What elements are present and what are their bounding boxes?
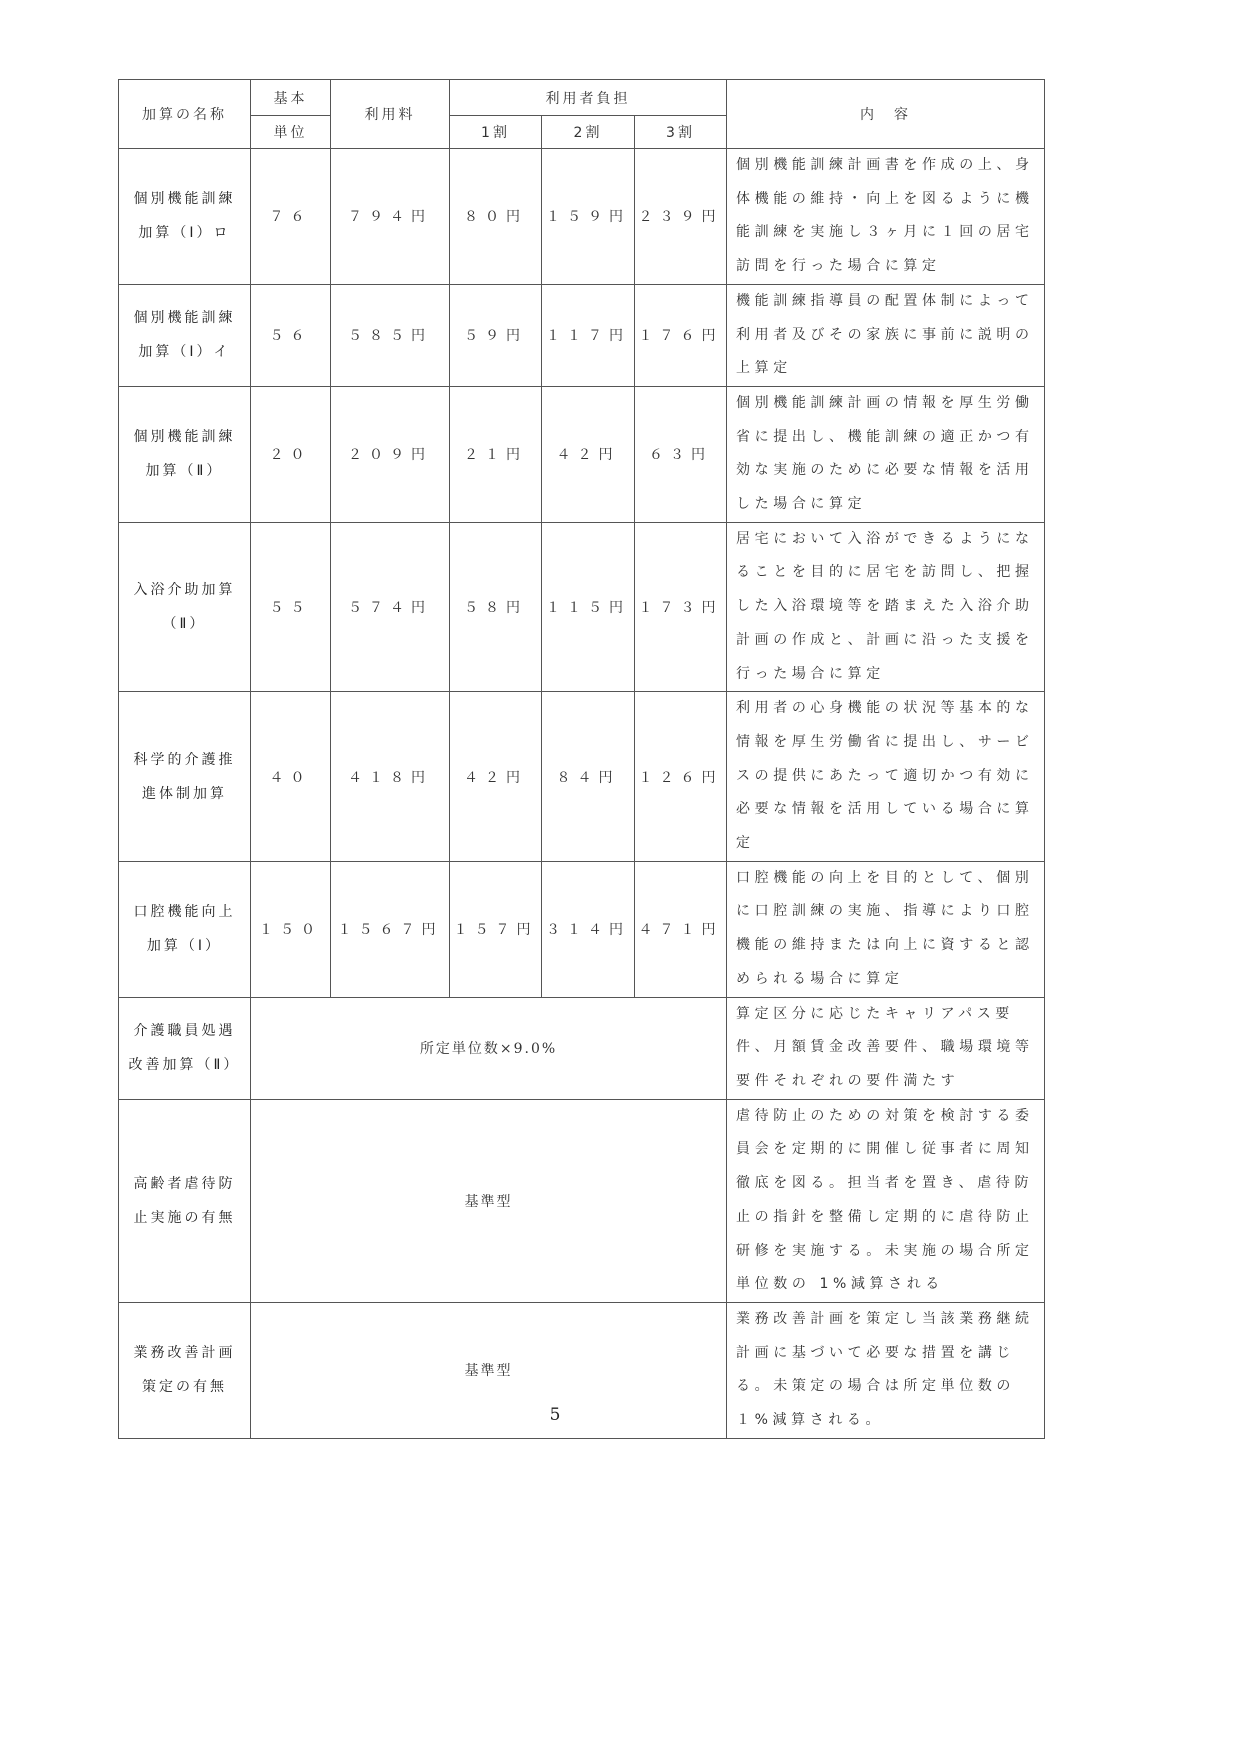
row-content: 機能訓練指導員の配置体制によって利用者及びその家族に事前に説明の上算定 xyxy=(727,284,1045,386)
header-burden-2: 2割 xyxy=(542,116,635,149)
row-burden-3: １７６円 xyxy=(635,284,727,386)
row-merged-value: 基準型 xyxy=(251,1302,727,1438)
table-row xyxy=(119,284,1045,386)
row-content: 算定区分に応じたキャリアパス要件、月額賃金改善要件、職場環境等要件それぞれの要件満たす xyxy=(727,997,1045,1099)
table-row-merged xyxy=(119,1099,1045,1302)
row-fee: ７９４円 xyxy=(331,149,450,285)
row-name: 介護職員処遇 改善加算（Ⅱ） xyxy=(119,997,251,1099)
row-name: 個別機能訓練 加算（Ⅱ） xyxy=(119,386,251,522)
table-row-merged xyxy=(119,997,1045,1099)
row-merged-value: 基準型 xyxy=(251,1099,727,1302)
row-base-unit: ５５ xyxy=(251,522,331,692)
table-row xyxy=(119,522,1045,692)
row-content: 利用者の心身機能の状況等基本的な情報を厚生労働省に提出し、サービスの提供にあたって適切かつ有効に必要な情報を活用している場合に算定 xyxy=(727,692,1045,862)
header-burden-3: 3割 xyxy=(635,116,727,149)
header-user-burden: 利用者負担 xyxy=(450,80,727,116)
row-burden-1: ５８円 xyxy=(450,522,542,692)
row-content: 業務改善計画を策定し当該業務継続計画に基づいて必要な措置を講じる。未策定の場合は所定単位数の１%減算される。 xyxy=(727,1302,1045,1438)
row-name: 入浴介助加算 （Ⅱ） xyxy=(119,522,251,692)
row-burden-2: ３１４円 xyxy=(542,861,635,997)
row-burden-3: １２６円 xyxy=(635,692,727,862)
row-burden-2: ８４円 xyxy=(542,692,635,862)
row-content: 個別機能訓練計画の情報を厚生労働省に提出し、機能訓練の適正かつ有効な実施のために必要な情報を活用した場合に算定 xyxy=(727,386,1045,522)
row-burden-1: ５９円 xyxy=(450,284,542,386)
row-content: 個別機能訓練計画書を作成の上、身体機能の維持・向上を図るように機能訓練を実施し３ヶ月に１回の居宅訪問を行った場合に算定 xyxy=(727,149,1045,285)
row-base-unit: ２０ xyxy=(251,386,331,522)
row-burden-1: ８０円 xyxy=(450,149,542,285)
header-row-1 xyxy=(119,80,1045,116)
row-fee: ２０９円 xyxy=(331,386,450,522)
row-burden-3: ２３９円 xyxy=(635,149,727,285)
row-burden-1: １５７円 xyxy=(450,861,542,997)
row-burden-2: １５９円 xyxy=(542,149,635,285)
row-fee: ５８５円 xyxy=(331,284,450,386)
row-name: 口腔機能向上 加算（Ⅰ） xyxy=(119,861,251,997)
row-base-unit: １５０ xyxy=(251,861,331,997)
row-burden-2: １１７円 xyxy=(542,284,635,386)
row-content: 口腔機能の向上を目的として、個別に口腔訓練の実施、指導により口腔機能の維持または向上に資すると認められる場合に算定 xyxy=(727,861,1045,997)
row-base-unit: ５６ xyxy=(251,284,331,386)
row-name: 個別機能訓練 加算（Ⅰ）ロ xyxy=(119,149,251,285)
row-burden-2: １１５円 xyxy=(542,522,635,692)
row-burden-1: ４２円 xyxy=(450,692,542,862)
row-burden-3: ６３円 xyxy=(635,386,727,522)
row-burden-2: ４２円 xyxy=(542,386,635,522)
fee-table xyxy=(118,79,1045,1439)
table-row xyxy=(119,386,1045,522)
table-row xyxy=(119,149,1045,285)
row-fee: ５７４円 xyxy=(331,522,450,692)
row-burden-1: ２１円 xyxy=(450,386,542,522)
header-name: 加算の名称 xyxy=(119,80,251,149)
row-fee: ４１８円 xyxy=(331,692,450,862)
header-fee: 利用料 xyxy=(331,80,450,149)
row-name: 高齢者虐待防 止実施の有無 xyxy=(119,1099,251,1302)
table-row xyxy=(119,692,1045,862)
row-burden-3: １７３円 xyxy=(635,522,727,692)
row-burden-3: ４７１円 xyxy=(635,861,727,997)
table-row xyxy=(119,861,1045,997)
header-burden-1: 1割 xyxy=(450,116,542,149)
row-merged-value: 所定単位数×9.0% xyxy=(251,997,727,1099)
header-base-unit-line1: 基本 xyxy=(251,80,331,116)
row-content: 居宅において入浴ができるようになることを目的に居宅を訪問し、把握した入浴環境等を踏まえた入浴介助計画の作成と、計画に沿った支援を行った場合に算定 xyxy=(727,522,1045,692)
header-content: 内 容 xyxy=(727,80,1045,149)
row-name: 科学的介護推 進体制加算 xyxy=(119,692,251,862)
header-base-unit-line2: 単位 xyxy=(251,116,331,149)
row-base-unit: ４０ xyxy=(251,692,331,862)
page-number: 5 xyxy=(549,1405,561,1425)
row-name: 個別機能訓練 加算（Ⅰ）イ xyxy=(119,284,251,386)
row-content: 虐待防止のための対策を検討する委員会を定期的に開催し従事者に周知徹底を図る。担当者を置き、虐待防止の指針を整備し定期的に虐待防止研修を実施する。未実施の場合所定単位数の 1%減算される xyxy=(727,1099,1045,1302)
row-base-unit: ７６ xyxy=(251,149,331,285)
row-name: 業務改善計画 策定の有無 xyxy=(119,1302,251,1438)
row-fee: １５６７円 xyxy=(331,861,450,997)
